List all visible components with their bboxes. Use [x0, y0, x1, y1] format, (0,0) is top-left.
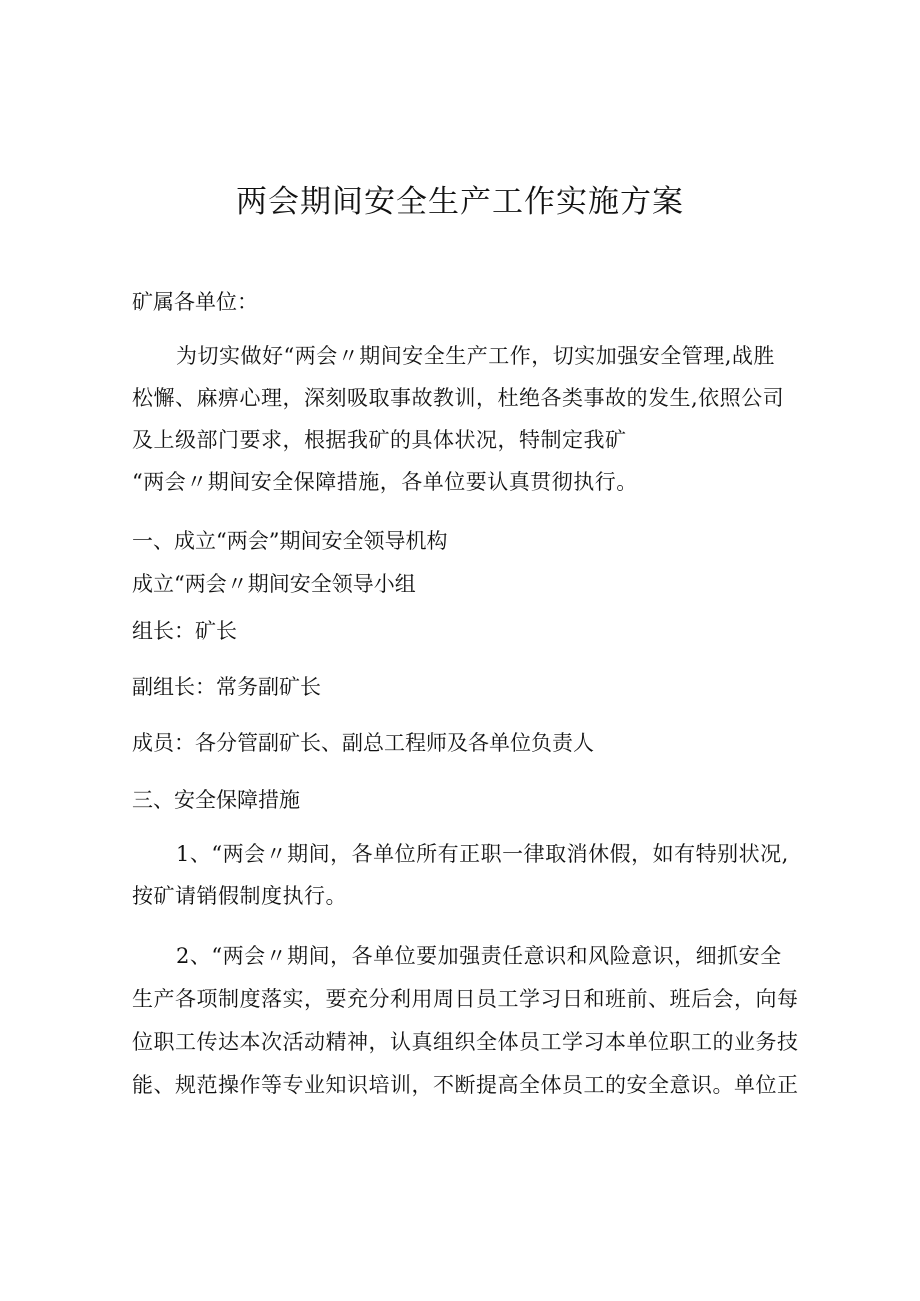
group-members: 成员：各分管副矿长、副总工程师及各单位负责人 — [132, 731, 594, 755]
document-title: 两会期间安全生产工作实施方案 — [236, 184, 684, 220]
deputy-group-leader: 副组长：常务副矿长 — [132, 675, 321, 699]
leadership-group-title: 成立“两会〃期间安全领导小组 — [132, 572, 416, 596]
group-leader: 组长：矿长 — [132, 619, 237, 643]
measure-2-line-1: 2、“两会〃期间，各单位要加强责任意识和风险意识，细抓安全 — [176, 944, 782, 968]
measure-1-line-2: 按矿请销假制度执行。 — [132, 884, 347, 908]
intro-line-3: 及上级部门要求，根据我矿的具体状况，特制定我矿 — [132, 428, 627, 452]
intro-line-4: “两会〃期间安全保障措施，各单位要认真贯彻执行。 — [132, 470, 638, 494]
section-one-heading: 一、成立“两会”期间安全领导机构 — [132, 529, 448, 553]
intro-line-2: 松懈、麻痹心理，深刻吸取事故教训，杜绝各类事故的发生,依照公司 — [132, 386, 785, 410]
intro-line-1: 为切实做好“两会〃期间安全生产工作，切实加强安全管理,战胜 — [176, 344, 775, 368]
measure-2-line-3: 位职工传达本次活动精神，认真组织全体员工学习本单位职工的业务技 — [132, 1030, 799, 1054]
measure-2-line-4: 能、规范操作等专业知识培训，不断提高全体员工的安全意识。单位正 — [132, 1073, 799, 1097]
section-three-heading: 三、安全保障措施 — [132, 788, 300, 812]
measure-1-line-1: 1、“两会〃期间，各单位所有正职一律取消休假，如有特别状况, — [176, 842, 789, 866]
salutation: 矿属各单位： — [132, 290, 258, 314]
measure-2-line-2: 生产各项制度落实，要充分利用周日员工学习日和班前、班后会，向每 — [132, 987, 799, 1011]
